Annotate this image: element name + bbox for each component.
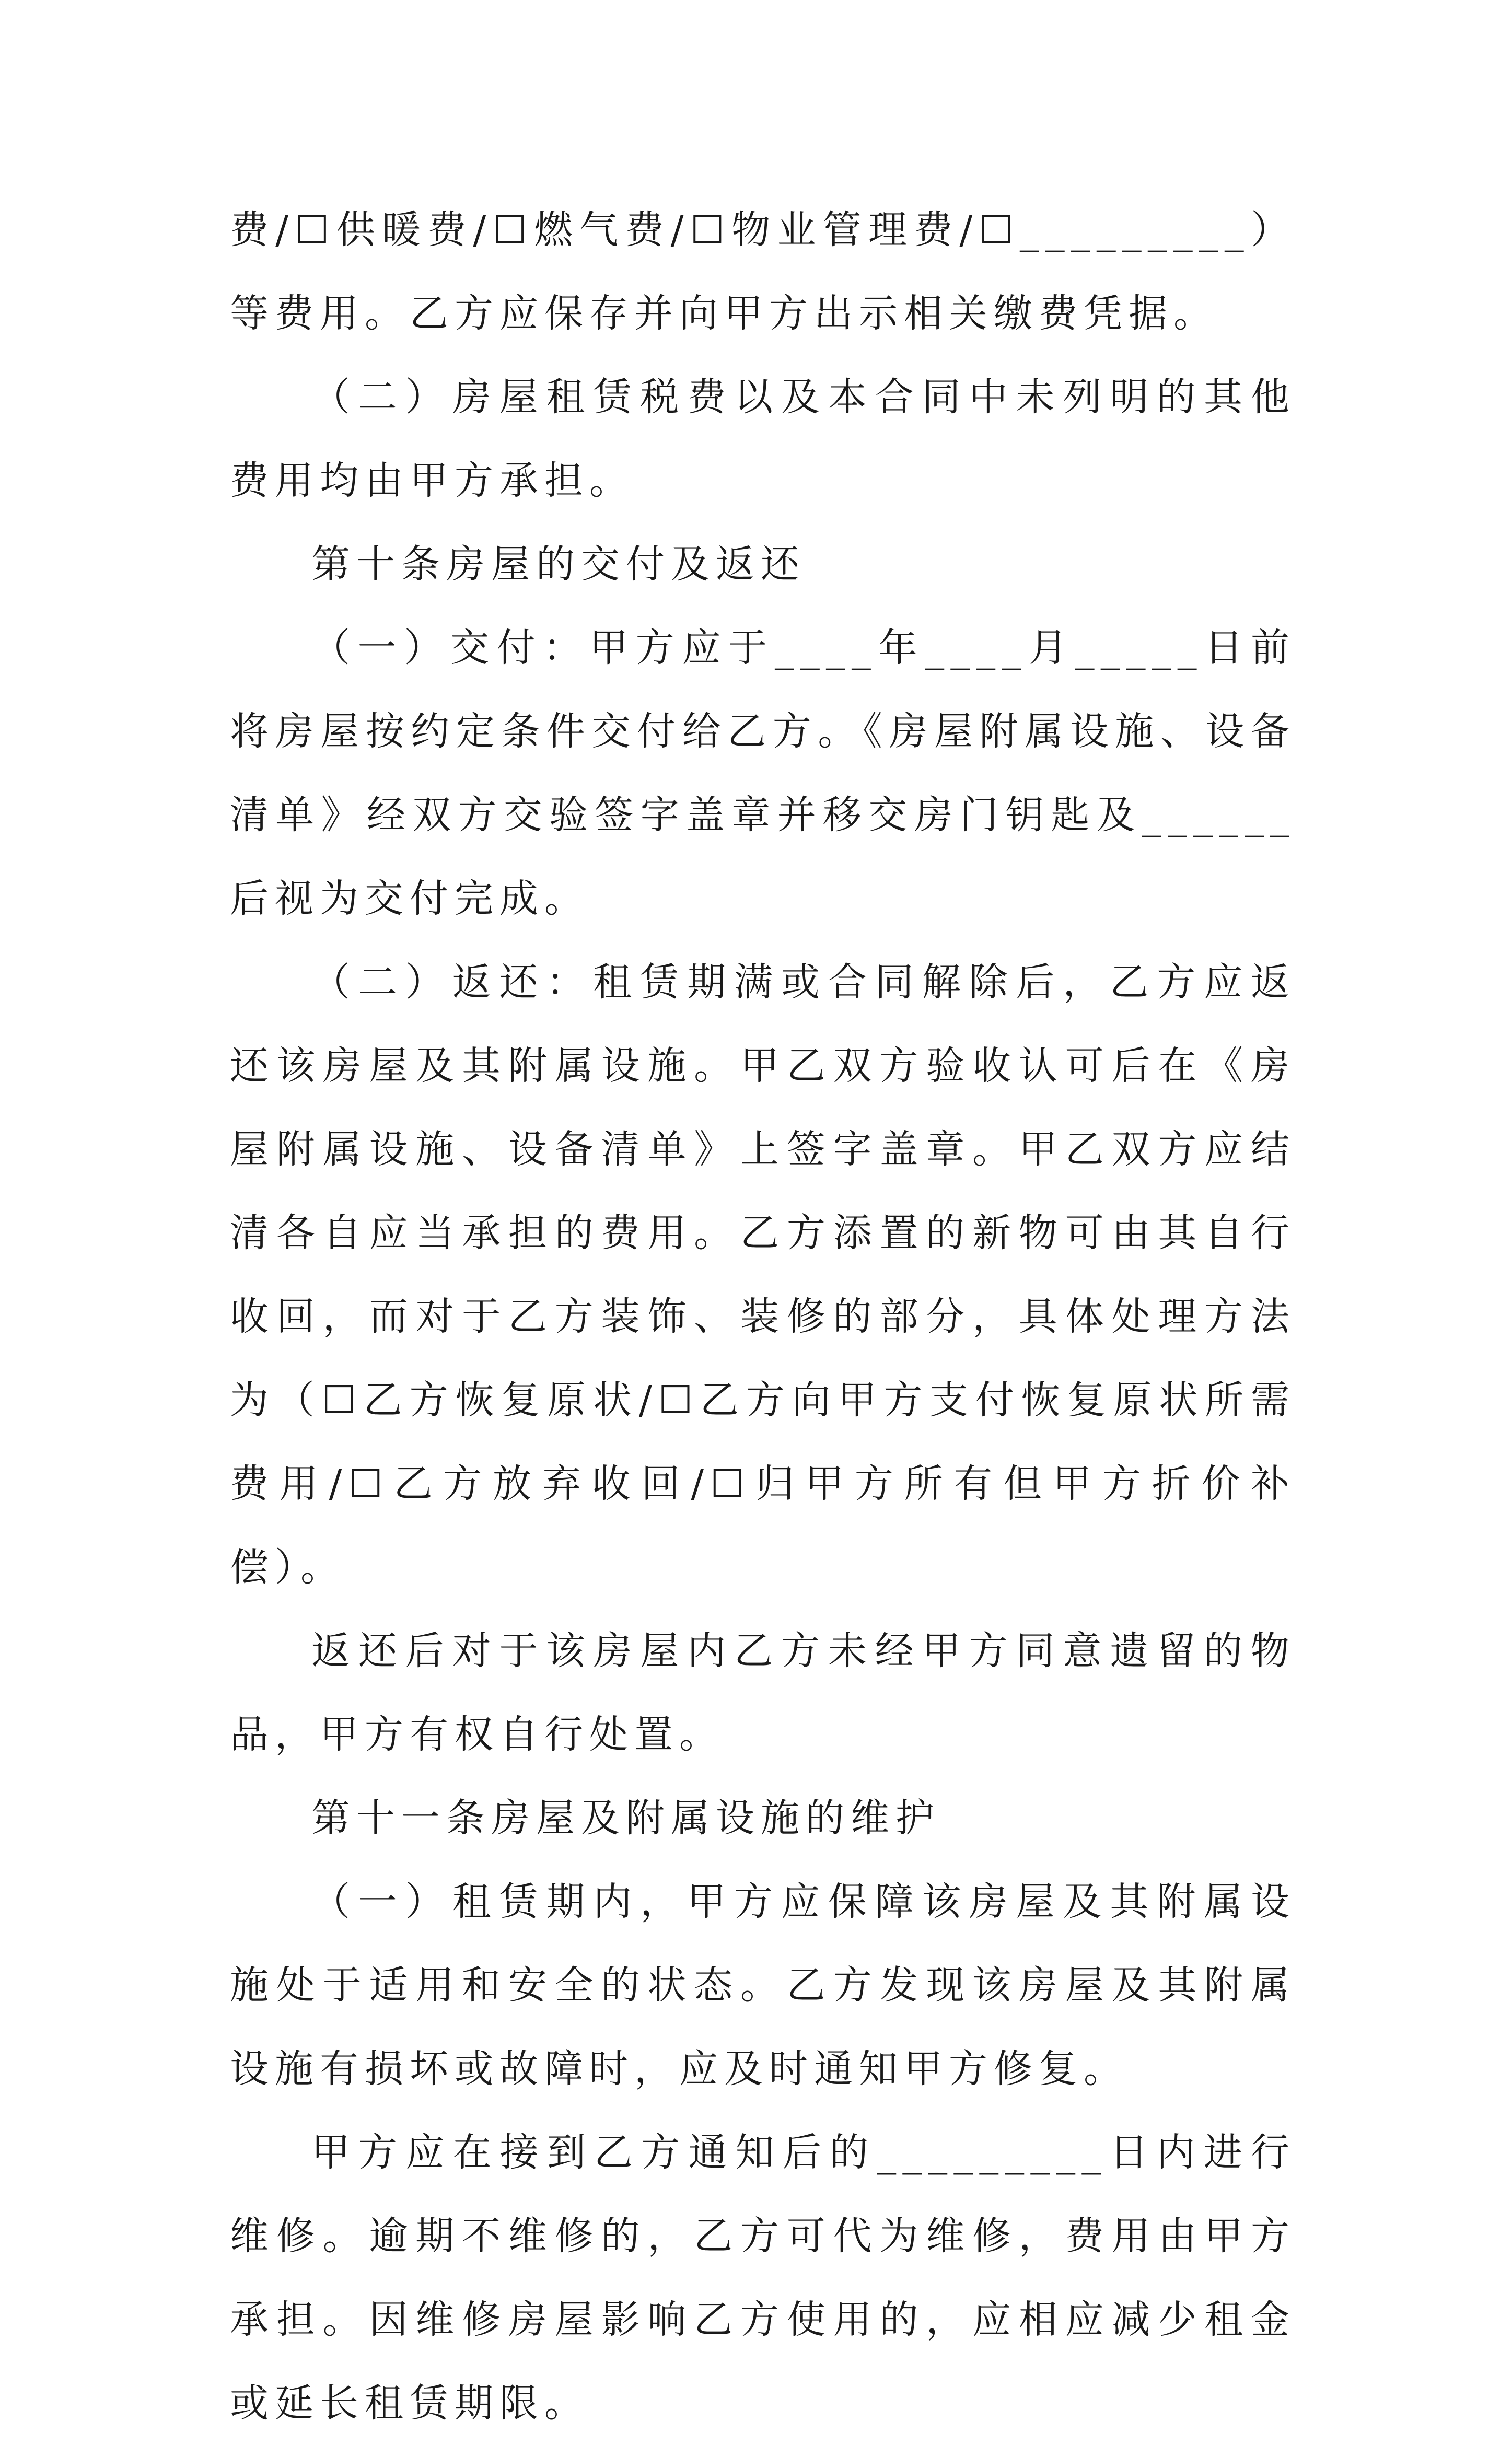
paragraph-maintenance: （一）租赁期内，甲方应保障该房屋及其附属设施处于适用和安全的状态。乙方发现该房屋及其附属设施有损坏或故障时，应及时通知甲方修复。 <box>230 1879 1296 2091</box>
paragraph-taxes: （二）房屋租赁税费以及本合同中未列明的其他费用均由甲方承担。 <box>230 375 1296 503</box>
paragraph-left-items: 返还后对于该房屋内乙方未经甲方同意遗留的物品，甲方有权自行处置。 <box>230 1628 1296 1757</box>
paragraph-delivery: （一）交付：甲方应于____年____月_____日前将房屋按约定条件交付给乙方。《房屋附属设施、设备清单》经双方交验签字盖章并移交房门钥匙及______后视为交付完成。 <box>230 625 1296 921</box>
heading-article-11: 第十一条房屋及附属设施的维护 <box>311 1796 940 1841</box>
document-body <box>230 188 1296 2445</box>
paragraph-return: （二）返还：租赁期满或合同解除后，乙方应返还该房屋及其附属设施。甲乙双方验收认可后在《房屋附属设施、设备清单》上签字盖章。甲乙双方应结清各自应当承担的费用。乙方添置的新物可由其自行收回，而对于乙方装饰、装修的部分，具体处理方法为（☐乙方恢复原状/☐乙方向甲方支付恢复原状所需费用/☐乙方放弃收回/☐归甲方所有但甲方折价补偿）。 <box>230 960 1296 1590</box>
paragraph-utility-fees: 费/☐供暖费/☐燃气费/☐物业管理费/☐_________）等费用。乙方应保存并向甲方出示相关缴费凭据。 <box>230 207 1296 336</box>
heading-article-10: 第十条房屋的交付及返还 <box>311 542 806 587</box>
paragraph-repair-deadline: 甲方应在接到乙方通知后的_________日内进行维修。逾期不维修的，乙方可代为维修，费用由甲方承担。因维修房屋影响乙方使用的，应相应减少租金或延长租赁期限。 <box>230 2130 1296 2426</box>
